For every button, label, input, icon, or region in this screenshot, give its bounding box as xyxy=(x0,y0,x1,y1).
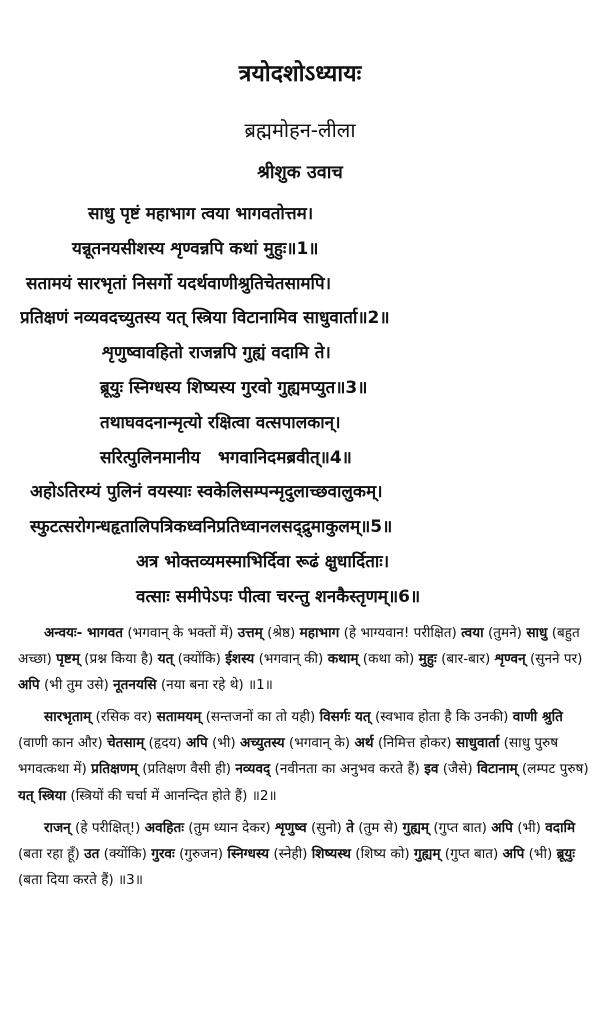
sanskrit-term: स्निग्धस्य xyxy=(227,845,270,862)
hindi-gloss: (बता रहा हूँ) xyxy=(18,845,85,862)
sanskrit-term: अवहितः xyxy=(144,819,184,836)
verse-line: वत्साः समीपेऽपः पीत्वा चरन्तु शनकैस्तृणम्॥6॥ xyxy=(136,586,421,607)
sanskrit-term: अपि xyxy=(502,845,525,862)
verse-line: सरित्पुलिनमानीय भगवानिदमब्रवीत्॥4॥ xyxy=(100,447,352,468)
verse-line: शृणुष्वावहितो राजन्नपि गुह्यं वदामि ते। xyxy=(102,343,331,364)
verse-line: यन्नूतनयसीशस्य शृण्वन्नपि कथां मुहुः॥1॥ xyxy=(72,238,319,259)
hindi-gloss: (तुम से) xyxy=(353,819,403,836)
hindi-gloss: (सुनो) xyxy=(306,819,347,836)
sanskrit-term: त्वया xyxy=(461,625,484,641)
sanskrit-term: उत xyxy=(84,845,100,862)
hindi-gloss: (भी) xyxy=(207,735,241,752)
sanskrit-term: विटानाम् xyxy=(476,761,518,778)
hindi-gloss: (हृदय) xyxy=(144,735,187,752)
commentary-paragraph-1 xyxy=(18,620,592,698)
sanskrit-term: अच्युतस्य xyxy=(240,735,285,752)
sanskrit-term: इव xyxy=(424,761,439,778)
sanskrit-term: उत्तम् xyxy=(237,625,263,641)
sanskrit-term: पृष्टम् xyxy=(56,651,80,668)
sanskrit-term: नूतनयसि xyxy=(113,677,157,694)
sanskrit-term: वाणी श्रुति xyxy=(512,709,563,726)
sanskrit-term: कथाम् xyxy=(327,651,359,668)
hindi-gloss: (साधु पुरुष भगवत्कथा में) xyxy=(18,735,559,778)
hindi-gloss: (नया बना रहे थे) ॥1॥ xyxy=(156,677,273,694)
sanskrit-term: अन्वयः- भागवत xyxy=(44,625,124,641)
hindi-gloss: (प्रतिक्षण वैसी ही) xyxy=(137,761,236,778)
hindi-gloss: (प्रश्न किया है) xyxy=(79,651,158,668)
sanskrit-term: ते xyxy=(346,819,354,836)
sanskrit-term: वदामि xyxy=(545,819,576,836)
sanskrit-term: यत् स्त्रिया xyxy=(18,787,67,804)
hindi-gloss: (निमित्त होकर) xyxy=(373,735,456,752)
sanskrit-term: ईशस्य xyxy=(225,651,255,668)
hindi-gloss: (स्वभाव होता है कि उनकी) xyxy=(370,709,513,726)
hindi-gloss: (भी तुम उसे) xyxy=(39,677,114,694)
sanskrit-term: अर्थ xyxy=(354,735,374,752)
sanskrit-term: शिष्यस्थ xyxy=(311,845,351,862)
verse-line: स्फुटत्सरोगन्धहृतालिपत्रिकध्वनिप्रतिध्वानलसद्द्रुमाकुलम्॥5॥ xyxy=(30,517,393,538)
hindi-gloss: (नवीनता का अनुभव करते हैं) xyxy=(270,761,425,778)
hindi-gloss: (गुप्त बात) xyxy=(429,819,492,836)
hindi-gloss: (शिष्य को) xyxy=(350,845,414,862)
sanskrit-term: सतामयम् xyxy=(156,709,202,726)
verse-line: अहोऽतिरम्यं पुलिनं वयस्याः स्वकेलिसम्पन्मृदुलाच्छवालुकम्। xyxy=(30,482,383,503)
hindi-gloss: (श्रेष्ठ) xyxy=(262,625,300,641)
commentary-paragraph-3 xyxy=(18,815,592,893)
hindi-gloss: (सुनने पर) xyxy=(525,651,583,668)
speaker-heading: श्रीशुक उवाच xyxy=(257,162,343,183)
sanskrit-term: अपि xyxy=(186,735,208,752)
hindi-gloss: (हे भाग्यवान! परीक्षित) xyxy=(339,625,462,641)
sanskrit-term: शृणुष्व xyxy=(275,819,307,836)
sanskrit-term: ब्रूयुः xyxy=(556,845,576,862)
hindi-gloss: (वाणी कान और) xyxy=(18,735,107,752)
hindi-gloss: (जैसे) xyxy=(438,761,477,778)
sanskrit-term: प्रतिक्षणम् xyxy=(91,761,138,778)
sanskrit-term: साधुवार्ता xyxy=(455,735,500,752)
hindi-gloss: (हे परीक्षित्!) xyxy=(70,819,145,836)
commentary-block xyxy=(18,620,592,893)
hindi-gloss: (बहुत अच्छा) xyxy=(18,625,580,668)
verse-line: प्रतिक्षणं नव्यवदच्युतस्य यत् स्त्रिया विटानामिव साधुवार्ता॥2॥ xyxy=(20,308,390,329)
hindi-gloss: (भगवान् की) xyxy=(254,651,328,668)
sanskrit-term: गुह्यम् xyxy=(413,845,441,862)
sanskrit-term: यत् xyxy=(157,651,174,668)
hindi-gloss: (रसिक वर) xyxy=(91,709,157,726)
sanskrit-term: चेतसाम् xyxy=(106,735,145,752)
verse-line: अत्र भोक्तव्यमस्माभिर्दिवा रूढं क्षुधार्दिताः। xyxy=(136,551,390,572)
hindi-gloss: (कथा को) xyxy=(358,651,419,668)
sanskrit-term: राजन् xyxy=(44,819,71,836)
hindi-gloss: (क्योंकि) xyxy=(173,651,226,668)
hindi-gloss: (भगवान् के) xyxy=(284,735,355,752)
sanskrit-term: अपि xyxy=(18,677,40,694)
hindi-gloss: (तुमने) xyxy=(483,625,527,641)
hindi-gloss: (गुप्त बात) xyxy=(440,845,503,862)
chapter-title: त्रयोदशोऽध्यायः xyxy=(238,61,362,87)
hindi-gloss: (भी) xyxy=(524,845,557,862)
sanskrit-term: शृण्वन् xyxy=(494,651,526,668)
verse-line: साधु पृष्टं महाभाग त्वया भागवतोत्तम। xyxy=(88,204,314,224)
hindi-gloss: (तुम ध्यान देकर) xyxy=(183,819,276,836)
sanskrit-term: गुरवः xyxy=(151,845,175,862)
sanskrit-term: महाभाग xyxy=(299,625,340,641)
commentary-paragraph-2 xyxy=(18,704,592,808)
hindi-gloss: (स्त्रियों की चर्चा में आनन्दित होते हैं) ॥2॥ xyxy=(66,787,277,804)
hindi-gloss: (भगवान् के भक्तों में) xyxy=(123,625,238,641)
sanskrit-term: गुह्यम् xyxy=(402,819,430,836)
hindi-gloss: (बता दिया करते हैं) ॥3॥ xyxy=(18,871,143,888)
sanskrit-term: विसर्गः यत् xyxy=(319,709,371,726)
hindi-gloss: (सन्तजनों का तो यही) xyxy=(201,709,320,726)
hindi-gloss: (बार-बार) xyxy=(436,651,495,668)
verse-line: सतामयं सारभृतां निसर्गो यदर्थवाणीश्रुतिचेतसामपि। xyxy=(26,273,332,294)
hindi-gloss: (भी) xyxy=(512,819,546,836)
verse-line: ब्रूयुः स्निग्धस्य शिष्यस्य गुरवो गुह्यमप्युत॥3॥ xyxy=(100,377,368,398)
verse-block xyxy=(20,197,580,615)
verse-line: तथाघवदनान्मृत्यो रक्षित्वा वत्सपालकान्। xyxy=(100,412,341,433)
sanskrit-term: मुहुः xyxy=(418,651,437,668)
chapter-subtitle: ब्रह्ममोहन-लीला xyxy=(244,118,356,142)
sanskrit-term: सारभृताम् xyxy=(44,709,92,726)
sanskrit-term: अपि xyxy=(491,819,513,836)
sanskrit-term: नव्यवद् xyxy=(235,761,271,778)
hindi-gloss: (क्योंकि) xyxy=(99,845,152,862)
hindi-gloss: (स्नेही) xyxy=(269,845,312,862)
hindi-gloss: (लम्पट पुरुष) xyxy=(517,761,589,778)
hindi-gloss: (गुरुजन) xyxy=(174,845,228,862)
sanskrit-term: साधु xyxy=(526,625,548,641)
